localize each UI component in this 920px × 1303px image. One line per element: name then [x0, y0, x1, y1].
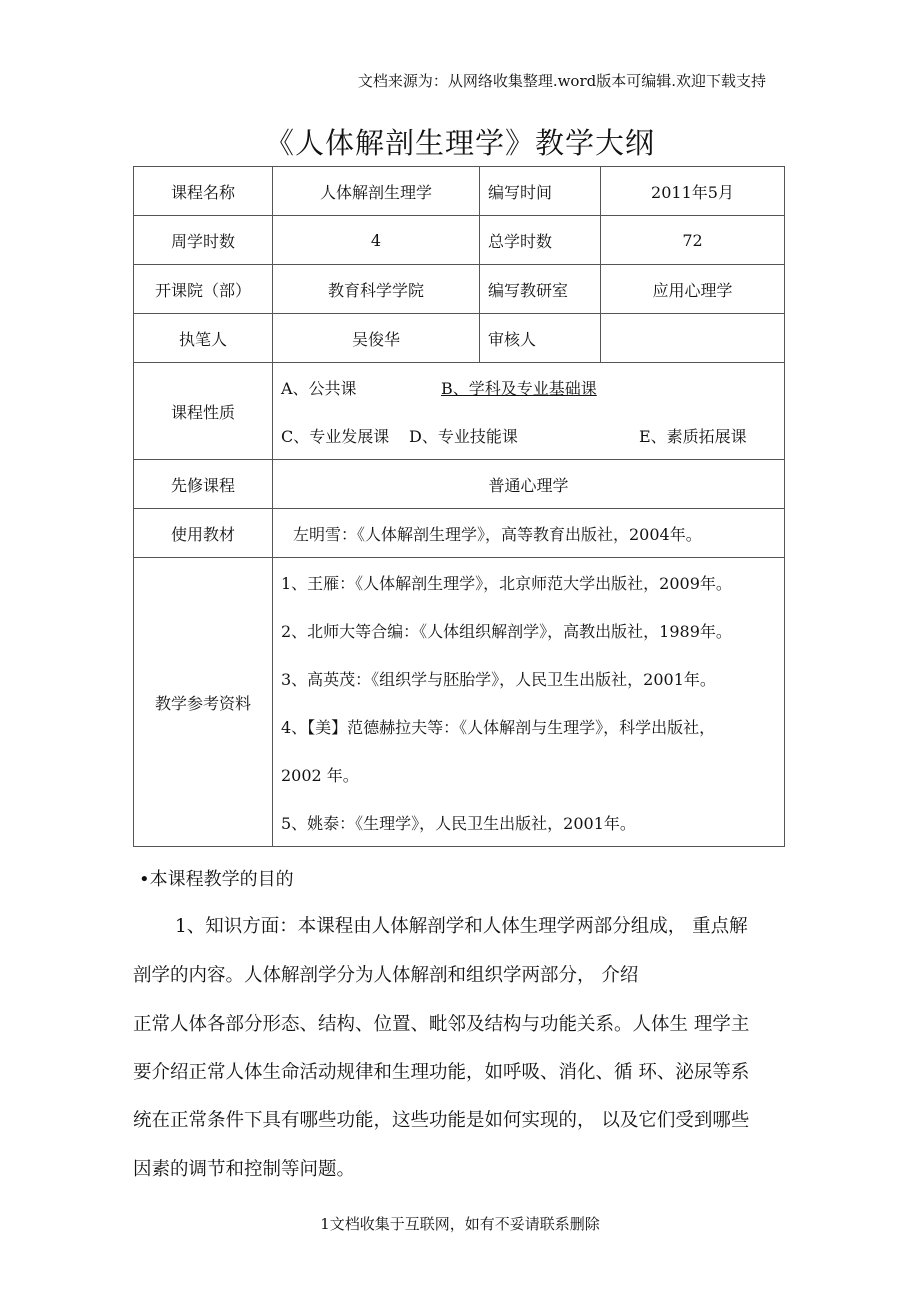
office-value: 应用心理学 [601, 265, 785, 314]
document-title: 《人体解剖生理学》教学大纲 [264, 126, 655, 160]
prereq-value: 普通心理学 [273, 460, 785, 509]
dept-value: 教育科学学院 [273, 265, 480, 314]
ref-item: 1、王雁：《人体解剖生理学》，北京师范大学出版社，2009年。 [281, 573, 732, 593]
nature-option-e: E、素质拓展课 [639, 426, 747, 446]
nature-line-1 [273, 363, 784, 411]
textbook-value: 左明雪：《人体解剖生理学》，高等教育出版社，2004年。 [273, 509, 785, 558]
prereq-label: 先修课程 [134, 460, 273, 509]
paragraph-line: 要介绍正常人体生命活动规律和生理功能，如呼吸、消化、循 环、泌尿等系 [133, 1062, 750, 1083]
section-heading: •本课程教学的目的 [139, 869, 294, 890]
reviewer-label: 审核人 [480, 314, 601, 363]
ref-item: 4、【美】范德赫拉夫等：《人体解剖与生理学》，科学出版社， [281, 717, 716, 737]
refs-list [273, 558, 785, 847]
paragraph-line: 因素的调节和控制等问题。 [133, 1159, 356, 1180]
nature-options [273, 363, 785, 460]
nature-option-c: C、专业发展课 [281, 426, 390, 446]
author-label: 执笔人 [134, 314, 273, 363]
ref-item: 2002 年。 [281, 765, 359, 785]
weekly-hours-label: 周学时数 [134, 216, 273, 265]
table-row [134, 509, 785, 558]
write-time-value: 2011年5月 [601, 167, 785, 216]
reviewer-value [601, 314, 785, 363]
syllabus-table [133, 166, 785, 847]
total-hours-label: 总学时数 [480, 216, 601, 265]
header-note: 文档来源为：从网络收集整理.word版本可编辑.欢迎下载支持 [357, 72, 766, 90]
table-row [134, 167, 785, 216]
nature-option-d: D、专业技能课 [409, 426, 518, 446]
paragraph-line: 正常人体各部分形态、结构、位置、毗邻及结构与功能关系。人体生 理学主 [133, 1014, 750, 1035]
ref-item: 5、姚泰：《生理学》，人民卫生出版社，2001年。 [281, 813, 636, 833]
weekly-hours-value: 4 [273, 216, 480, 265]
paragraph-line: 统在正常条件下具有哪些功能，这些功能是如何实现的， 以及它们受到哪些 [133, 1110, 750, 1131]
office-label: 编写教研室 [480, 265, 601, 314]
ref-item: 2、北师大等合编：《人体组织解剖学》，高教出版社，1989年。 [281, 621, 732, 641]
refs-label: 教学参考资料 [134, 558, 273, 847]
table-row [134, 216, 785, 265]
course-name-value: 人体解剖生理学 [273, 167, 480, 216]
nature-option-a: A、公共课 [281, 378, 357, 398]
total-hours-value: 72 [601, 216, 785, 265]
ref-item: 3、高英茂：《组织学与胚胎学》，人民卫生出版社，2001年。 [281, 669, 716, 689]
table-row [134, 558, 785, 847]
footer-note: 1文档收集于互联网，如有不妥请联系删除 [320, 1215, 600, 1233]
write-time-label: 编写时间 [480, 167, 601, 216]
paragraph-line: 剖学的内容。人体解剖学分为人体解剖和组织学两部分， 介绍 [133, 965, 639, 986]
nature-option-b: B、学科及专业基础课 [441, 378, 597, 398]
nature-line-2 [273, 411, 784, 459]
table-row [134, 363, 785, 460]
paragraph-line: 1、知识方面：本课程由人体解剖学和人体生理学两部分组成， 重点解 [175, 916, 748, 937]
table-row [134, 314, 785, 363]
nature-label: 课程性质 [134, 363, 273, 460]
dept-label: 开课院（部） [134, 265, 273, 314]
textbook-label: 使用教材 [134, 509, 273, 558]
course-name-label: 课程名称 [134, 167, 273, 216]
table-row [134, 460, 785, 509]
author-value: 吴俊华 [273, 314, 480, 363]
table-row [134, 265, 785, 314]
